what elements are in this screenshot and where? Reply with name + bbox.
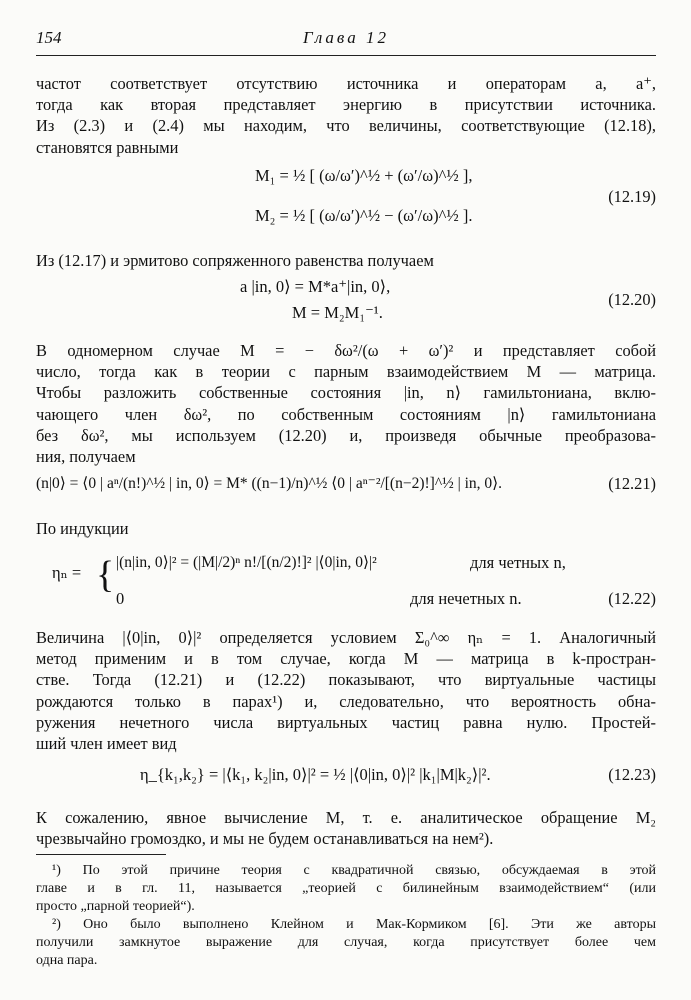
footnote-line: одна пара. (36, 953, 98, 968)
text-line: ния, получаем (36, 447, 136, 467)
text-line: чающего член δω², по собственным состояниям |n⟩ гамильтониана (36, 404, 656, 424)
paragraph-2 (36, 250, 656, 271)
text-line: Чтобы разложить собственные состояния |in, n⟩ гамильтониана, вклю- (36, 383, 656, 403)
paragraph-3 (36, 340, 656, 467)
text-line: Из (2.3) и (2.4) мы находим, что величины, соответствующие (12.18), (36, 116, 656, 136)
equation-number-12-21: (12.21) (608, 474, 656, 493)
equation-12-23: η_{k₁,k₂} = |⟨k₁, k₂|in, 0⟩|² = ½ |⟨0|in, 0⟩|² |k₁|M|k₂⟩|². (140, 765, 491, 784)
text-line: ружения нечетного числа виртуальных частиц равна нулю. Простей- (36, 712, 656, 732)
text-line: тогда как вторая представляет энергию в присутствии источника. (36, 95, 656, 115)
paragraph-4 (36, 518, 656, 539)
equation-12-22-case-2: 0 (116, 589, 125, 608)
page-number: 154 (36, 28, 62, 47)
equation-number-12-20: (12.20) (608, 290, 656, 309)
equation-number-12-23: (12.23) (608, 765, 656, 784)
footnote-line: получили замкнутое выражение для случая, когда присутствует более чем (36, 935, 656, 950)
text-line: частот соответствует отсутствию источника и операторам a, a⁺, (36, 74, 656, 93)
equation-12-21: (n|0⟩ = ⟨0 | aⁿ/(n!)^½ | in, 0⟩ = M* ((n−1)/n)^½ ⟨0 | aⁿ⁻²/[(n−2)!]^½ | in, 0⟩. (36, 475, 503, 492)
text-line: без δω², мы используем (12.20) и, произведя обычные преобразова- (36, 425, 656, 445)
text-line: В одномерном случае M = − δω²/(ω + ω′)² и представляет собой (36, 341, 656, 360)
footnote-line: просто „парной теорией“). (36, 899, 195, 914)
equation-12-20-line-2: M = M₂M₁⁻¹. (292, 303, 383, 322)
equation-12-19-line-2: M₂ = ½ [ (ω/ω′)^½ − (ω′/ω)^½ ]. (255, 206, 473, 225)
footnote-1 (36, 862, 656, 916)
equation-number-12-22: (12.22) (608, 589, 656, 608)
equation-12-19-line-1: M₁ = ½ [ (ω/ω′)^½ + (ω′/ω)^½ ], (255, 166, 473, 185)
text-line: К сожалению, явное вычисление M, т. е. аналитическое обращение M₂ (36, 808, 656, 827)
text-line: ший член имеет вид (36, 734, 177, 754)
paragraph-6 (36, 807, 656, 849)
equation-12-22-case-1-condition: для четных n, (470, 553, 566, 572)
footnote-line: ²) Оно было выполнено Клейном и Мак-Кормиком [6]. Эти же авторы (52, 917, 656, 932)
paragraph-5 (36, 627, 656, 754)
equation-12-22-case-1: |(n|in, 0⟩|² = (|M|/2)ⁿ n!/[(n/2)!]² |⟨0|in, 0⟩|² (116, 554, 377, 571)
text-line: число, тогда как в теории с парным взаимодействием M — матрица. (36, 362, 656, 382)
text-line: стве. Тогда (12.21) и (12.22) показывают, что виртуальные частицы (36, 670, 656, 690)
equation-12-22-lhs: ηₙ = (52, 563, 82, 582)
text-line: Величина |⟨0|in, 0⟩|² определяется условием Σ₀^∞ ηₙ = 1. Аналогичный (36, 628, 656, 647)
paragraph-1 (36, 73, 656, 158)
text-line: метод применим и в том случае, когда M — матрица в k-простран- (36, 649, 656, 669)
equation-12-20-line-1: a |in, 0⟩ = M*a⁺|in, 0⟩, (240, 277, 391, 296)
text-line: становятся равными (36, 137, 179, 157)
chapter-title: Глава 12 (303, 28, 389, 47)
header-rule (36, 55, 656, 56)
text-line: Из (12.17) и эрмитово сопряженного равенства получаем (36, 251, 434, 270)
text-line: По индукции (36, 519, 129, 538)
footnote-2 (36, 916, 656, 970)
equation-12-22-case-2-condition: для нечетных n. (410, 589, 522, 608)
footnote-rule (36, 854, 166, 855)
text-line: рождаются только в парах¹) и, следовательно, что вероятность обна- (36, 691, 656, 711)
footnote-line: главе и в гл. 11, называется „теорией с билинейным взаимодействием“ (или (36, 881, 656, 896)
footnote-line: ¹) По этой причине теория с квадратичной связью, обсуждаемая в этой (52, 863, 656, 878)
page-header (36, 28, 656, 48)
equation-12-22-brace: { (96, 554, 115, 596)
text-line: чрезвычайно громоздко, и мы не будем останавливаться на нем²). (36, 829, 494, 849)
equation-number-12-19: (12.19) (608, 187, 656, 206)
